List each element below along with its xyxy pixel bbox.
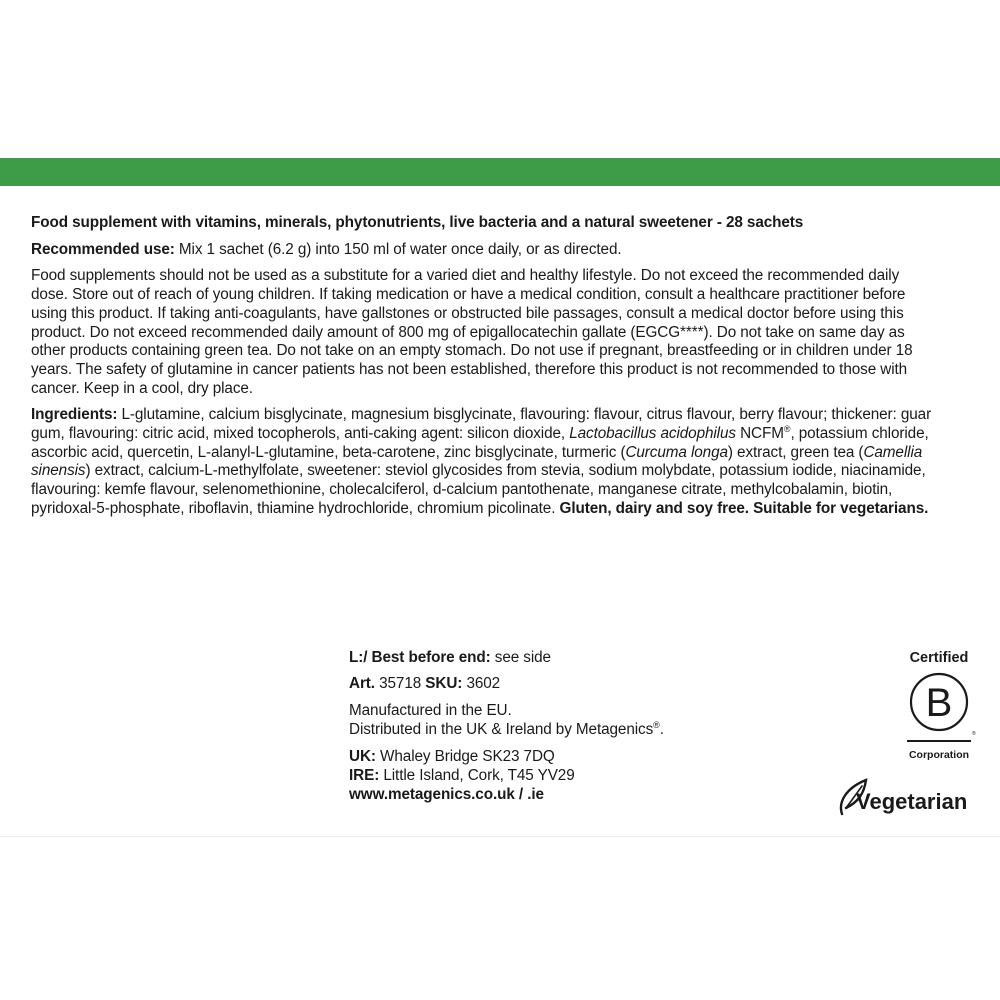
green-header-stripe: [0, 158, 1000, 186]
ingredients-text-1: L-glutamine, calcium bisglycinate, magnesium bisglycinate, flavouring: flavour, citrus flavour, berry flavour; thickener: guar gum, flavouring: citric acid, mixed tocopherols, anti-caking agent: silicon dioxide,: [31, 406, 932, 443]
website-link[interactable]: www.metagenics.co.uk / .ie: [349, 786, 544, 803]
uk-address: Whaley Bridge SK23 7DQ: [375, 748, 555, 765]
ingredients-text-2: NCFM: [735, 425, 784, 443]
distributed-registered-mark: ®: [653, 720, 660, 730]
vegetarian-logo: [832, 774, 980, 818]
vegetarian-text: Vegetarian: [856, 789, 968, 814]
allergen-statement: Gluten, dairy and soy free. Suitable for vegetarians.: [559, 499, 929, 517]
ingredients: [31, 406, 936, 518]
best-before-value: see side: [490, 649, 551, 666]
ingredients-text-4: ) extract, green tea (: [727, 443, 864, 461]
registered-mark: ®: [783, 424, 791, 435]
distributed-end: .: [659, 721, 664, 738]
art-value: 35718: [374, 675, 426, 692]
b-corp-logo: [896, 647, 982, 765]
bcorp-registered-mark: ®: [972, 731, 976, 737]
product-title: Food supplement with vitamins, minerals, phytonutrients, live bacteria and a natural sweetener - 28 sachets: [31, 214, 804, 231]
recommended-use-text: Mix 1 sachet (6.2 g) into 150 ml of water once daily, or as directed.: [174, 240, 622, 258]
best-before-label: L:/ Best before end:: [349, 649, 491, 666]
recommended-use-label: Recommended use:: [31, 240, 175, 258]
bcorp-corporation-text: Corporation: [908, 749, 970, 761]
recommended-use: [31, 241, 936, 260]
ingredient-curcuma: Curcuma longa: [625, 443, 728, 461]
warning-text: Food supplements should not be used as a substitute for a varied diet and healthy lifestyle. Do not exceed the recommended daily dose. Store out of reach of young children. If taking medication or have a medical condition, consult a healthcare practitioner before using this product. If taking anti-coagulants, have gallstones or obstructed bile passages, consult a medical doctor before using this product. Do not exceed recommended daily amount of 800 mg of epigallocatechin gallate (EGCG****). Do not take on same day as other products containing green tea. Do not take on an empty stomach. Do not use if pregnant, breastfeeding or in children under 18 years. The safety of glutamine in cancer patients has not been established, therefore this product is not recommended to those with cancer. Keep in a cool, dry place.: [31, 267, 913, 397]
best-before: [349, 648, 779, 667]
addresses: [349, 747, 779, 804]
sku-label: SKU:: [425, 675, 463, 692]
ingredient-lactobacillus: Lactobacillus acidophilus: [569, 425, 736, 443]
footer-info: [349, 648, 779, 811]
distributed-text: Distributed in the UK & Ireland by Metagenics: [349, 721, 654, 738]
ire-label: IRE:: [349, 767, 380, 784]
article-sku: [349, 674, 779, 693]
ingredient-camellia: Camellia sinensis: [31, 443, 923, 480]
art-label: Art.: [349, 675, 375, 692]
sku-value: 3602: [462, 675, 501, 692]
ingredients-label: Ingredients:: [31, 406, 118, 424]
uk-label: UK:: [349, 748, 376, 765]
ingredients-text-3: , potassium chloride, ascorbic acid, quercetin, L-alanyl-L-glutamine, beta-carotene, zinc bisglycinate, turmeric (: [31, 425, 929, 461]
product-text-block: [31, 214, 936, 527]
manufactured-text: Manufactured in the EU.: [349, 702, 512, 719]
manufacturer-info: [349, 701, 779, 739]
ire-address: Little Island, Cork, T45 YV29: [379, 767, 575, 784]
bcorp-letter: B: [925, 681, 953, 725]
ingredients-text-5: ) extract, calcium-L-methylfolate, sweetener: steviol glycosides from stevia, sodium molybdate, potassium iodide, niacinamide, flavouring: kemfe flavour, selenomethionine, cholecalciferol, d-calcium pantothenate, manganese citrate, methylcobalamin, biotin, pyridoxal-5-phosphate, riboflavin, thiamine hydrochloride, chromium picolinate.: [31, 462, 926, 517]
bcorp-certified-text: Certified: [909, 650, 969, 666]
